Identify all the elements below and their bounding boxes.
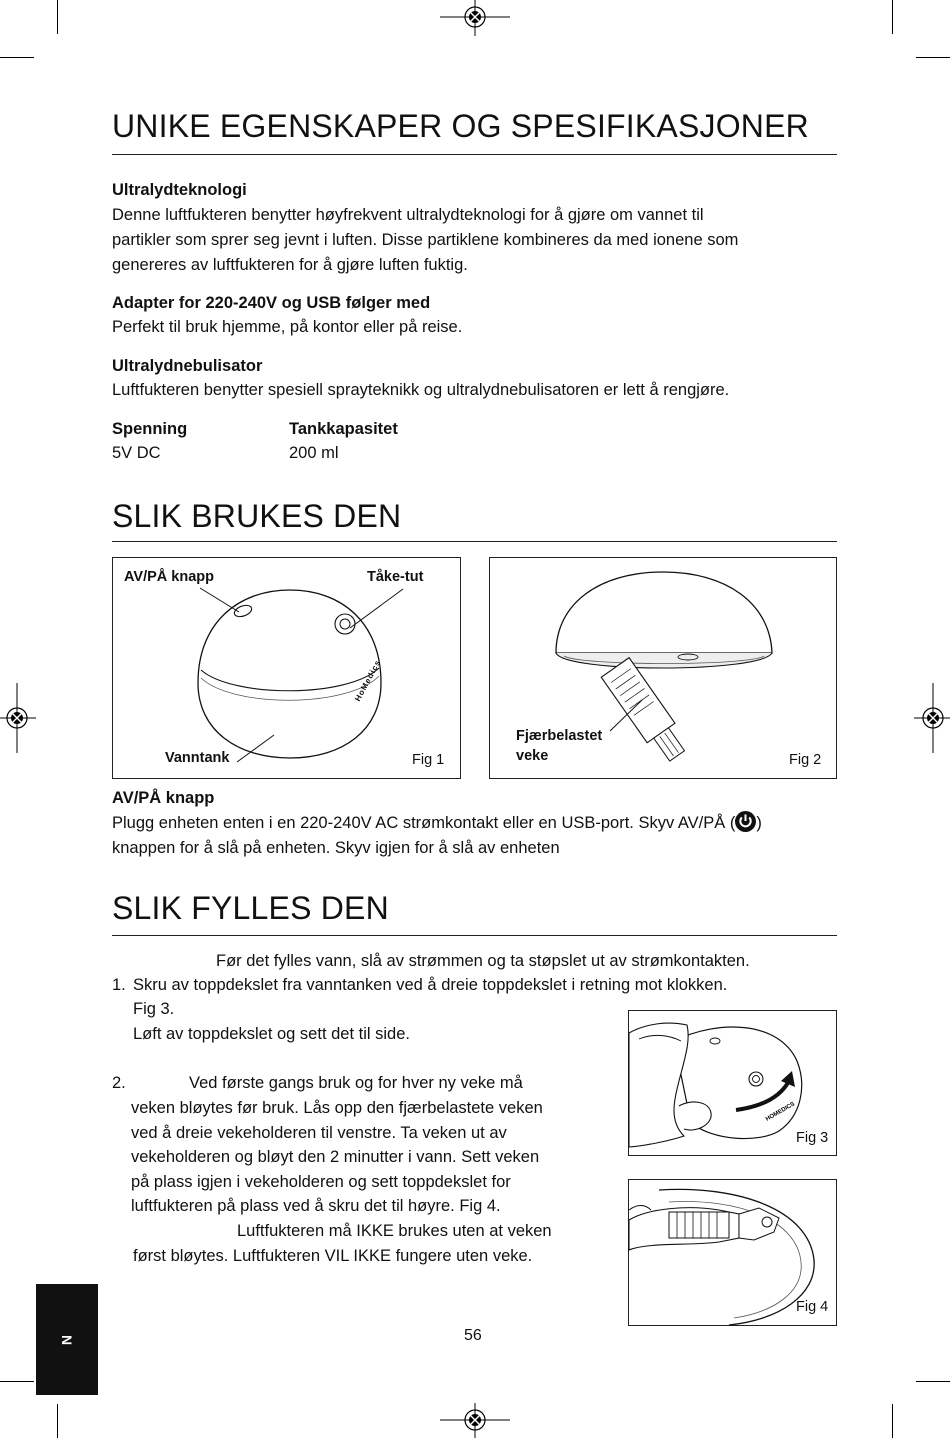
step-text-line: Ved første gangs bruk og for hver ny veke må: [189, 1074, 523, 1092]
section-divider: [112, 154, 837, 155]
section-divider: [112, 541, 837, 542]
spec-value-voltage: 5V DC: [112, 444, 161, 462]
figure-4: [628, 1179, 837, 1326]
feature-heading: Ultralydnebulisator: [112, 357, 263, 375]
feature-text-line: Luftfukteren benytter spesiell sprayteknikk og ultralydnebulisatoren er lett å rengjøre.: [112, 381, 730, 399]
step-text-line: på plass igjen i vekeholderen og sett toppdekslet for: [131, 1173, 511, 1191]
spec-label-capacity: Tankkapasitet: [289, 420, 398, 438]
language-tab-label: N: [59, 1334, 75, 1345]
feature-heading: Ultralydteknologi: [112, 181, 247, 199]
registration-mark-bottom: [440, 1403, 510, 1438]
feature-text-line: Perfekt til bruk hjemme, på kontor eller på reise.: [112, 318, 463, 336]
registration-mark-right: [914, 683, 950, 753]
label-spring-wick: [516, 726, 602, 766]
step-note-line: Luftfukteren må IKKE brukes uten at veken: [237, 1222, 552, 1240]
page-number: 56: [464, 1327, 482, 1344]
section-divider: [112, 935, 837, 936]
step-text-line: veken bløytes før bruk. Lås opp den fjærbelastete veken: [131, 1099, 543, 1117]
feature-text-line: partikler som sprer seg jevnt i luften. Disse partiklene kombineres da med ionene som: [112, 231, 739, 249]
power-instructions-line: knappen for å slå på enheten. Skyv igjen for å slå av enheten: [112, 839, 560, 857]
figure-caption: Fig 4: [796, 1299, 829, 1315]
label-power-button: AV/PÅ knapp: [124, 569, 214, 585]
step-text-line: ved å dreie vekeholderen til venstre. Ta veken ut av: [131, 1124, 507, 1142]
spec-label-voltage: Spenning: [112, 420, 188, 438]
step-number: 2.: [112, 1074, 126, 1092]
crop-mark: [892, 1404, 893, 1438]
crop-mark: [892, 0, 893, 34]
power-instructions-text: Plugg enheten enten i en 220-240V AC strømkontakt eller en USB-port. Skyv AV/PÅ (: [112, 814, 736, 832]
section-title-filling: SLIK FYLLES DEN: [112, 890, 389, 926]
step-note-line: først bløytes. Luftfukteren VIL IKKE fungere uten veke.: [133, 1247, 533, 1265]
crop-mark: [57, 0, 58, 34]
filling-warning: Før det fylles vann, slå av strømmen og ta støpslet ut av strømkontakten.: [216, 952, 750, 970]
crop-mark: [916, 57, 950, 58]
label-water-tank: Vanntank: [165, 750, 230, 766]
step-text-line: luftfukteren på plass ved å skru det til høyre. Fig 4.: [131, 1197, 501, 1215]
crop-mark: [0, 57, 34, 58]
figure-1: [112, 557, 461, 779]
step-text-line: Fig 3.: [133, 1000, 175, 1018]
humidifier-sphere-illustration: [113, 558, 460, 778]
feature-text-line: Denne luftfukteren benytter høyfrekvent ultralydteknologi for å gjøre om vannet til: [112, 206, 704, 224]
power-icon: [735, 811, 756, 832]
step-number: 1.: [112, 976, 126, 994]
label-mist-spout: Tåke-tut: [367, 569, 424, 585]
step-text-line: Skru av toppdekslet fra vanntanken ved å dreie toppdekslet i retning mot klokken.: [133, 976, 728, 994]
figure-caption: Fig 3: [796, 1130, 829, 1146]
brand-logo: HoMedics: [353, 658, 383, 703]
label-spring-wick-line: veke: [516, 748, 549, 764]
language-tab: [36, 1284, 98, 1395]
power-instructions-line: [112, 811, 762, 836]
figure-caption: Fig 1: [412, 752, 445, 768]
figure-3: [628, 1010, 837, 1156]
step-text-line: vekeholderen og bløyt den 2 minutter i vann. Sett veken: [131, 1148, 540, 1166]
crop-mark: [916, 1381, 950, 1382]
feature-heading: Adapter for 220-240V og USB følger med: [112, 294, 431, 312]
power-button-heading: AV/PÅ knapp: [112, 789, 215, 807]
svg-text:HOMEDICS: HOMEDICS: [765, 1101, 797, 1123]
spec-value-capacity: 200 ml: [289, 444, 339, 462]
section-title-usage: SLIK BRUKES DEN: [112, 498, 402, 534]
feature-text-line: genereres av luftfukteren for å gjøre luften fuktig.: [112, 256, 468, 274]
registration-mark-left: [0, 683, 36, 753]
crop-mark: [0, 1381, 34, 1382]
section-title-features: UNIKE EGENSKAPER OG SPESIFIKASJONER: [112, 108, 809, 144]
step-text-line: Løft av toppdekslet og sett det til side.: [133, 1025, 410, 1043]
label-spring-wick-line: Fjærbelastet: [516, 728, 603, 744]
power-instructions-text: ): [756, 814, 762, 832]
figure-2: [489, 557, 837, 779]
figure-caption: Fig 2: [789, 752, 822, 768]
registration-mark-top: [440, 0, 510, 36]
crop-mark: [57, 1404, 58, 1438]
